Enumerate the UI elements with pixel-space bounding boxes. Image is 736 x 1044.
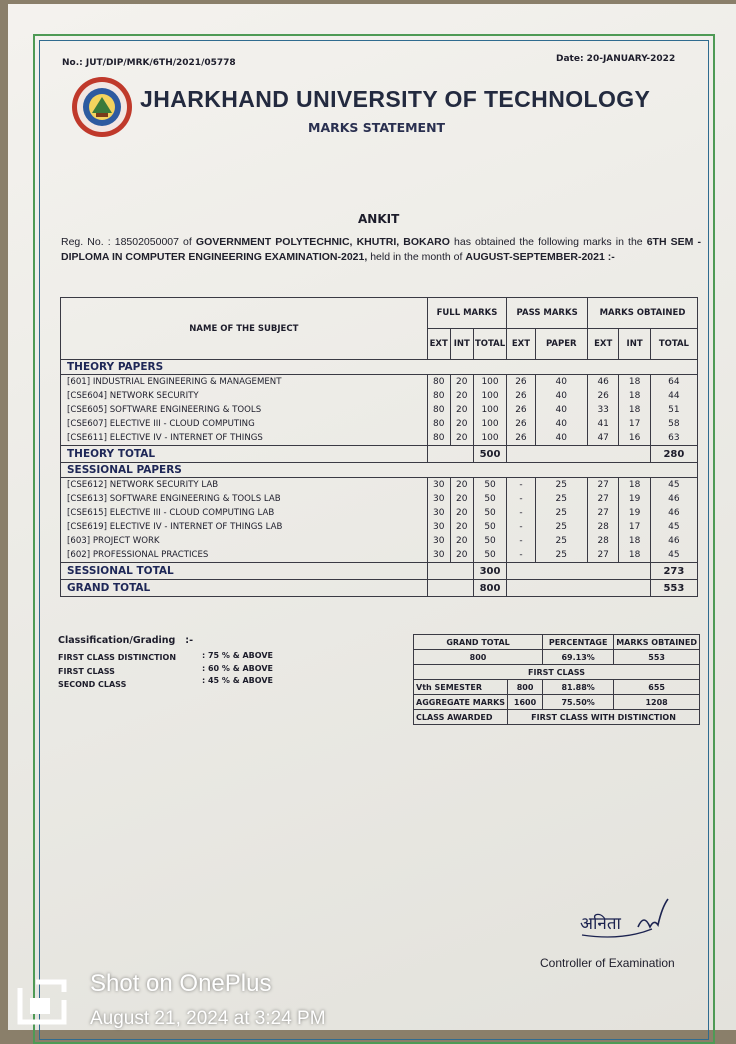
marks-cell: 46 — [587, 375, 618, 390]
marks-cell: 63 — [650, 431, 697, 446]
marks-cell: 40 — [535, 417, 587, 431]
subject-row — [61, 375, 698, 390]
marks-cell: 18 — [619, 534, 650, 548]
subject-name-cell: [602] PROFESSIONAL PRACTICES — [61, 548, 428, 563]
marks-cell: 28 — [587, 520, 618, 534]
grade-label: FIRST CLASS DISTINCTION — [58, 653, 177, 662]
marks-cell: 26 — [507, 375, 535, 390]
marks-cell: 80 — [427, 403, 450, 417]
total-value-cell: 500 — [473, 446, 507, 463]
controller-signature — [576, 895, 686, 941]
marks-cell: 80 — [427, 389, 450, 403]
total-value-cell: 800 — [473, 580, 507, 597]
watermark-device: Shot on OnePlus — [90, 970, 272, 997]
marks-cell: 33 — [587, 403, 618, 417]
summary-header: MARKS OBTAINED — [614, 635, 700, 650]
institute-name: GOVERNMENT POLYTECHNIC, KHUTRI, BOKARO — [195, 236, 450, 248]
col-header-pass-marks: PASS MARKS — [507, 298, 588, 329]
marks-cell: 26 — [587, 389, 618, 403]
marks-cell: 27 — [587, 478, 618, 493]
marks-cell: 25 — [535, 492, 587, 506]
classification-title-text: Classification/Grading — [58, 635, 176, 646]
summary-class: FIRST CLASS — [414, 665, 700, 680]
marks-cell: 17 — [619, 520, 650, 534]
statement-part: has obtained the following marks in the — [449, 236, 647, 248]
total-value-cell — [427, 580, 473, 597]
marks-cell: 44 — [650, 389, 697, 403]
subject-row — [61, 520, 698, 534]
marks-cell: 45 — [650, 548, 697, 563]
marks-cell: 41 — [587, 417, 618, 431]
marks-cell: 47 — [587, 431, 618, 446]
marks-table — [60, 297, 698, 597]
total-row — [61, 563, 698, 580]
summary-marks-obtained: 553 — [614, 650, 700, 665]
col-header-subject: NAME OF THE SUBJECT — [61, 298, 428, 360]
marks-cell: 40 — [535, 431, 587, 446]
summary-grand-total: 800 — [414, 650, 543, 665]
subject-row — [61, 403, 698, 417]
summary-header: PERCENTAGE — [543, 635, 614, 650]
marks-table-body — [61, 360, 698, 597]
marks-cell: 80 — [427, 431, 450, 446]
marks-cell: 25 — [535, 506, 587, 520]
marks-cell: 27 — [587, 548, 618, 563]
summary-header: GRAND TOTAL — [414, 635, 543, 650]
marks-cell: 30 — [427, 534, 450, 548]
marks-cell: 20 — [450, 506, 473, 520]
aggregate-obtained: 1208 — [614, 695, 700, 710]
total-value-cell — [507, 580, 651, 597]
subject-row — [61, 506, 698, 520]
section-heading-row — [61, 463, 698, 478]
grade-value: : 60 % & ABOVE — [202, 664, 273, 673]
col-header-marks-obtained: MARKS OBTAINED — [587, 298, 697, 329]
marks-cell: 64 — [650, 375, 697, 390]
university-name: JHARKHAND UNIVERSITY OF TECHNOLOGY — [140, 86, 651, 112]
subject-name-cell: [CSE613] SOFTWARE ENGINEERING & TOOLS LAB — [61, 492, 428, 506]
marks-cell: 26 — [507, 403, 535, 417]
marks-cell: - — [507, 534, 535, 548]
marks-cell: 46 — [650, 492, 697, 506]
marks-cell: 26 — [507, 389, 535, 403]
marks-cell: 50 — [473, 506, 507, 520]
subject-name-cell: [CSE605] SOFTWARE ENGINEERING & TOOLS — [61, 403, 428, 417]
aggregate-label: AGGREGATE MARKS — [414, 695, 508, 710]
marks-cell: 25 — [535, 520, 587, 534]
marks-cell: 45 — [650, 478, 697, 493]
marks-cell: 26 — [507, 417, 535, 431]
subject-name-cell: [601] INDUSTRIAL ENGINEERING & MANAGEMENT — [61, 375, 428, 390]
marks-cell: - — [507, 548, 535, 563]
marks-cell: 19 — [619, 492, 650, 506]
col-header-full-marks: FULL MARKS — [427, 298, 507, 329]
class-awarded-label: CLASS AWARDED — [414, 710, 508, 725]
aggregate-percent: 75.50% — [543, 695, 614, 710]
marks-cell: 17 — [619, 417, 650, 431]
marks-cell: 25 — [535, 478, 587, 493]
subject-name-cell: [CSE611] ELECTIVE IV - INTERNET OF THINGS — [61, 431, 428, 446]
vth-semester-percent: 81.88% — [543, 680, 614, 695]
vth-semester-obtained: 655 — [614, 680, 700, 695]
sub-header: EXT — [427, 329, 450, 360]
marks-cell: 40 — [535, 403, 587, 417]
sub-header: INT — [619, 329, 650, 360]
marks-cell: 30 — [427, 506, 450, 520]
subject-row — [61, 389, 698, 403]
sub-header: EXT — [587, 329, 618, 360]
university-seal-icon — [70, 75, 134, 139]
marks-cell: 20 — [450, 492, 473, 506]
marks-cell: 46 — [650, 506, 697, 520]
subject-row — [61, 431, 698, 446]
total-row — [61, 580, 698, 597]
classification-title — [58, 635, 193, 646]
classification-title-suffix: :- — [185, 635, 194, 646]
marks-cell: 50 — [473, 534, 507, 548]
total-row — [61, 446, 698, 463]
marks-cell: 20 — [450, 534, 473, 548]
marks-cell: 58 — [650, 417, 697, 431]
marks-cell: 18 — [619, 375, 650, 390]
marks-cell: 50 — [473, 478, 507, 493]
total-value-cell: 280 — [650, 446, 697, 463]
subject-name-cell: [CSE604] NETWORK SECURITY — [61, 389, 428, 403]
watermark-timestamp: August 21, 2024 at 3:24 PM — [90, 1008, 326, 1029]
marks-cell: 50 — [473, 520, 507, 534]
reference-number: No.: JUT/DIP/MRK/6TH/2021/05778 — [62, 58, 236, 68]
marks-cell: 45 — [650, 520, 697, 534]
document-title: MARKS STATEMENT — [308, 120, 446, 135]
summary-percentage: 69.13% — [543, 650, 614, 665]
statement-part: Reg. No. : 18502050007 of — [61, 236, 196, 248]
total-label-cell: THEORY TOTAL — [61, 446, 428, 463]
signature-text: अनिता — [580, 914, 621, 934]
marks-cell: 19 — [619, 506, 650, 520]
marks-cell: 18 — [619, 403, 650, 417]
grade-label: FIRST CLASS — [58, 667, 115, 676]
marks-cell: 100 — [473, 403, 507, 417]
marks-cell: 20 — [450, 389, 473, 403]
marks-cell: 50 — [473, 492, 507, 506]
total-label-cell: SESSIONAL TOTAL — [61, 563, 428, 580]
theory-heading: THEORY PAPERS — [61, 360, 698, 375]
marks-cell: 20 — [450, 478, 473, 493]
issue-date: Date: 20-JANUARY-2022 — [556, 54, 676, 64]
section-heading-row — [61, 360, 698, 375]
marks-cell: 46 — [650, 534, 697, 548]
subject-name-cell: [603] PROJECT WORK — [61, 534, 428, 548]
total-value-cell: 300 — [473, 563, 507, 580]
marks-cell: 18 — [619, 478, 650, 493]
oneplus-logo-icon — [16, 978, 68, 1026]
sub-header: TOTAL — [473, 329, 507, 360]
marks-cell: 27 — [587, 506, 618, 520]
total-value-cell — [427, 446, 473, 463]
sub-header: EXT — [507, 329, 535, 360]
marks-cell: 30 — [427, 492, 450, 506]
marks-cell: 20 — [450, 417, 473, 431]
total-value-cell: 273 — [650, 563, 697, 580]
sub-header: PAPER — [535, 329, 587, 360]
sub-header: INT — [450, 329, 473, 360]
marks-cell: 25 — [535, 548, 587, 563]
marks-cell: 30 — [427, 520, 450, 534]
marks-cell: 51 — [650, 403, 697, 417]
marks-cell: 28 — [587, 534, 618, 548]
marks-cell: 20 — [450, 520, 473, 534]
marks-cell: 20 — [450, 431, 473, 446]
vth-semester-total: 800 — [508, 680, 543, 695]
class-awarded-value: FIRST CLASS WITH DISTINCTION — [508, 710, 700, 725]
vth-semester-label: Vth SEMESTER — [414, 680, 508, 695]
marks-cell: 27 — [587, 492, 618, 506]
controller-of-examination: Controller of Examination — [540, 956, 675, 970]
subject-name-cell: [CSE612] NETWORK SECURITY LAB — [61, 478, 428, 493]
marks-cell: 30 — [427, 478, 450, 493]
total-value-cell: 553 — [650, 580, 697, 597]
subject-row — [61, 534, 698, 548]
subject-name-cell: [CSE619] ELECTIVE IV - INTERNET OF THINGS LAB — [61, 520, 428, 534]
subject-row — [61, 417, 698, 431]
marks-cell: 18 — [619, 389, 650, 403]
marks-cell: - — [507, 506, 535, 520]
subject-name-cell: [CSE607] ELECTIVE III - CLOUD COMPUTING — [61, 417, 428, 431]
grade-value: : 75 % & ABOVE — [202, 651, 273, 660]
sub-header: TOTAL — [650, 329, 697, 360]
marks-cell: 25 — [535, 534, 587, 548]
marks-cell: 20 — [450, 548, 473, 563]
total-value-cell — [507, 563, 651, 580]
marks-cell: 40 — [535, 389, 587, 403]
statement-part: held in the month of — [367, 250, 466, 263]
marks-cell: - — [507, 478, 535, 493]
marks-cell: 80 — [427, 417, 450, 431]
marks-cell: 100 — [473, 417, 507, 431]
exam-month: AUGUST-SEPTEMBER-2021 :- — [465, 250, 615, 263]
marks-cell: 16 — [619, 431, 650, 446]
marks-cell: 100 — [473, 389, 507, 403]
marks-cell: 26 — [507, 431, 535, 446]
total-label-cell: GRAND TOTAL — [61, 580, 428, 597]
marks-cell: - — [507, 520, 535, 534]
marks-cell: 40 — [535, 375, 587, 390]
section-heading: SESSIONAL PAPERS — [61, 463, 698, 478]
student-name: ANKIT — [358, 212, 400, 226]
subject-row — [61, 478, 698, 493]
total-value-cell — [427, 563, 473, 580]
marks-cell: 100 — [473, 375, 507, 390]
aggregate-total: 1600 — [508, 695, 543, 710]
marks-cell: 18 — [619, 548, 650, 563]
exam-name: 6TH SEM - DIPLOMA IN COMPUTER ENGINEERING EXAMINATION-2021, — [61, 236, 701, 263]
statement-paragraph — [61, 235, 701, 264]
grade-value: : 45 % & ABOVE — [202, 676, 273, 685]
marks-cell: 100 — [473, 431, 507, 446]
marks-cell: 80 — [427, 375, 450, 390]
marks-cell: 20 — [450, 375, 473, 390]
grade-label: SECOND CLASS — [58, 680, 127, 689]
subject-name-cell: [CSE615] ELECTIVE III - CLOUD COMPUTING LAB — [61, 506, 428, 520]
result-summary-table — [413, 634, 700, 725]
total-value-cell — [507, 446, 651, 463]
subject-row — [61, 492, 698, 506]
subject-row — [61, 548, 698, 563]
marks-cell: 30 — [427, 548, 450, 563]
marks-cell: 20 — [450, 403, 473, 417]
marks-cell: 50 — [473, 548, 507, 563]
marks-cell: - — [507, 492, 535, 506]
